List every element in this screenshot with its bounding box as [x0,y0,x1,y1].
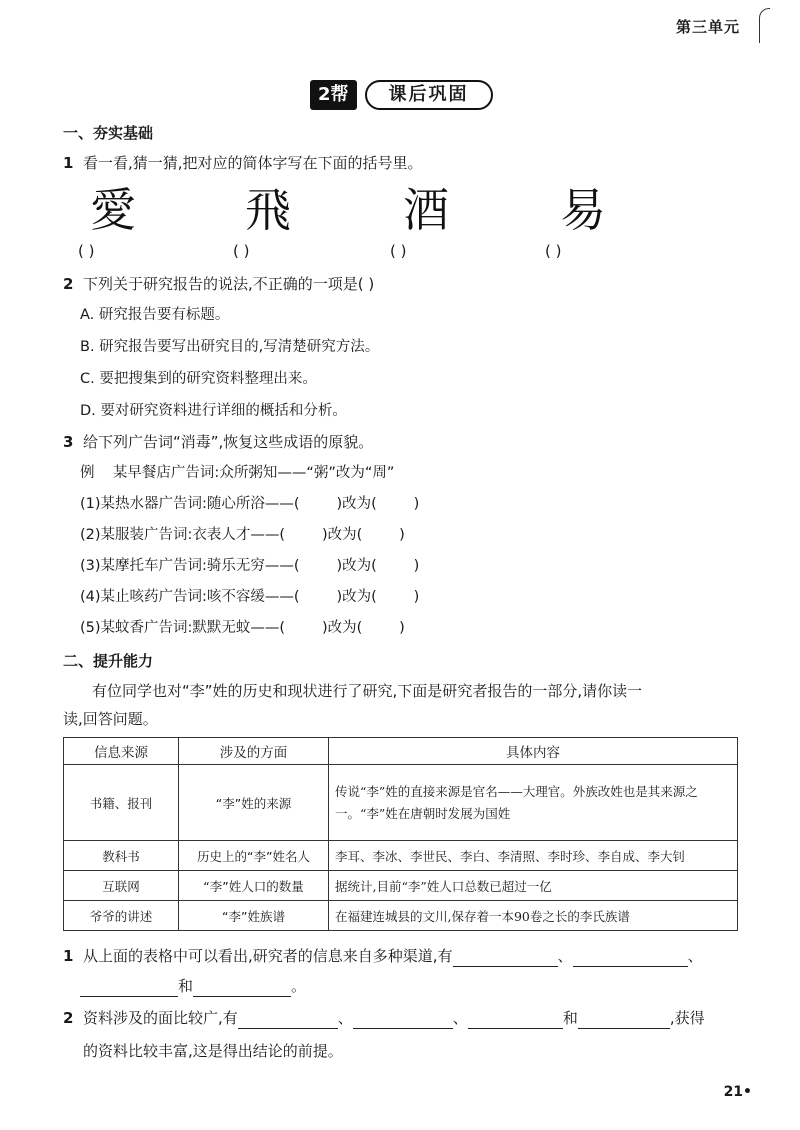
seal-glyph-2: 飛 [245,183,291,237]
answer-blank-6[interactable] [353,1012,453,1029]
table-cell: 互联网 [64,871,179,901]
conjunction: 和 [562,1009,578,1027]
question-number: 2 [63,1009,74,1027]
s2-q1 [63,945,703,967]
question-number: 1 [63,154,74,172]
answer-blank-4[interactable] [193,980,291,997]
table-cell: 历史上的“李”姓名人 [179,841,329,871]
answer-blank-7[interactable] [468,1012,563,1029]
question-number: 2 [63,275,74,293]
idiom-item-3[interactable]: (3)某摩托车广告词:骑乐无穷——( )改为( ) [80,558,420,574]
intro-line-1: 有位同学也对“李”姓的历史和现状进行了研究,下面是研究者报告的一部分,请你读一 [92,682,643,700]
question-number: 1 [63,947,74,965]
table-cell: “李”姓人口的数量 [179,871,329,901]
table-header: 具体内容 [329,738,738,765]
table-cell: “李”姓的来源 [179,765,329,841]
table-row [64,765,738,841]
table-cell: 李耳、李冰、李世民、李白、李清照、李时珍、李自成、李大钊 [329,841,738,871]
option-b[interactable]: B. 研究报告要写出研究目的,写清楚研究方法。 [80,339,380,355]
separator: 、 [687,947,703,965]
s2-q2 [63,1007,705,1029]
table-header-row [64,738,738,765]
conjunction: 和 [178,977,194,995]
table-cell: 教科书 [64,841,179,871]
punctuation: 。 [291,977,307,995]
page-number: 21• [723,1084,752,1100]
example-line: 例 某早餐店广告词:众所粥知——“粥”改为“周” [80,465,395,481]
idiom-item-5[interactable]: (5)某蚊香广告词:默默无蚊——( )改为( ) [80,620,405,636]
question-text: 从上面的表格中可以看出,研究者的信息来自多种渠道,有 [83,947,453,965]
question-tail: ,获得 [669,1009,705,1027]
question-text: 下列关于研究报告的说法,不正确的一项是( ) [83,275,375,293]
table-row [64,901,738,931]
section1-title: 一、夯实基础 [63,124,154,142]
table-row [64,841,738,871]
separator: 、 [337,1009,353,1027]
intro-line-2: 读,回答问题。 [63,710,158,728]
option-d[interactable]: D. 要对研究资料进行详细的概括和分析。 [80,403,347,419]
option-c[interactable]: C. 要把搜集到的研究资料整理出来。 [80,371,317,387]
question-text: 给下列广告词“消毒”,恢复这些成语的原貌。 [83,433,374,451]
question-number: 3 [63,433,74,451]
corner-decoration [759,8,770,43]
section2-title: 二、提升能力 [63,652,154,670]
info-table [63,737,738,931]
table-header: 涉及的方面 [179,738,329,765]
idiom-item-4[interactable]: (4)某止咳药广告词:咳不容缓——( )改为( ) [80,589,420,605]
table-cell: “李”姓族谱 [179,901,329,931]
answer-paren-4[interactable]: ( ) [545,242,562,260]
banner-title: 课后巩固 [365,80,493,110]
s2-q2-line2: 的资料比较丰富,这是得出结论的前提。 [83,1042,343,1060]
question-text: 资料涉及的面比较广,有 [83,1009,238,1027]
answer-paren-1[interactable]: ( ) [78,242,95,260]
answer-paren-3[interactable]: ( ) [390,242,407,260]
seal-glyph-4: 易 [560,183,606,237]
answer-blank-2[interactable] [573,950,688,967]
answer-blank-5[interactable] [238,1012,338,1029]
answer-paren-2[interactable]: ( ) [233,242,250,260]
unit-label: 第三单元 [675,18,740,36]
seal-glyph-1: 愛 [90,183,136,237]
table-cell: 据统计,目前“李”姓人口总数已超过一亿 [329,871,738,901]
table-cell: 在福建连城县的文川,保存着一本90卷之长的李氏族谱 [329,901,738,931]
table-cell: 爷爷的讲述 [64,901,179,931]
s2-q1-line2 [80,975,306,997]
answer-blank-1[interactable] [453,950,558,967]
separator: 、 [452,1009,468,1027]
idiom-item-2[interactable]: (2)某服装广告词:衣表人才——( )改为( ) [80,527,405,543]
section-banner [310,80,493,110]
idiom-item-1[interactable]: (1)某热水器广告词:随心所浴——( )改为( ) [80,496,420,512]
seal-glyph-3: 酒 [403,183,449,237]
s1-q1 [63,152,423,174]
s1-q3 [63,431,373,453]
banner-badge: 2帮 [310,80,357,110]
separator: 、 [557,947,573,965]
answer-blank-3[interactable] [80,980,178,997]
answer-blank-8[interactable] [578,1012,670,1029]
table-header: 信息来源 [64,738,179,765]
table-cell: 传说“李”姓的直接来源是官名——大理官。外族改姓也是其来源之一。“李”姓在唐朝时发展为国姓 [329,765,738,841]
table-row [64,871,738,901]
question-text: 看一看,猜一猜,把对应的简体字写在下面的括号里。 [83,154,423,172]
s1-q2 [63,273,374,295]
option-a[interactable]: A. 研究报告要有标题。 [80,307,230,323]
table-cell: 书籍、报刊 [64,765,179,841]
